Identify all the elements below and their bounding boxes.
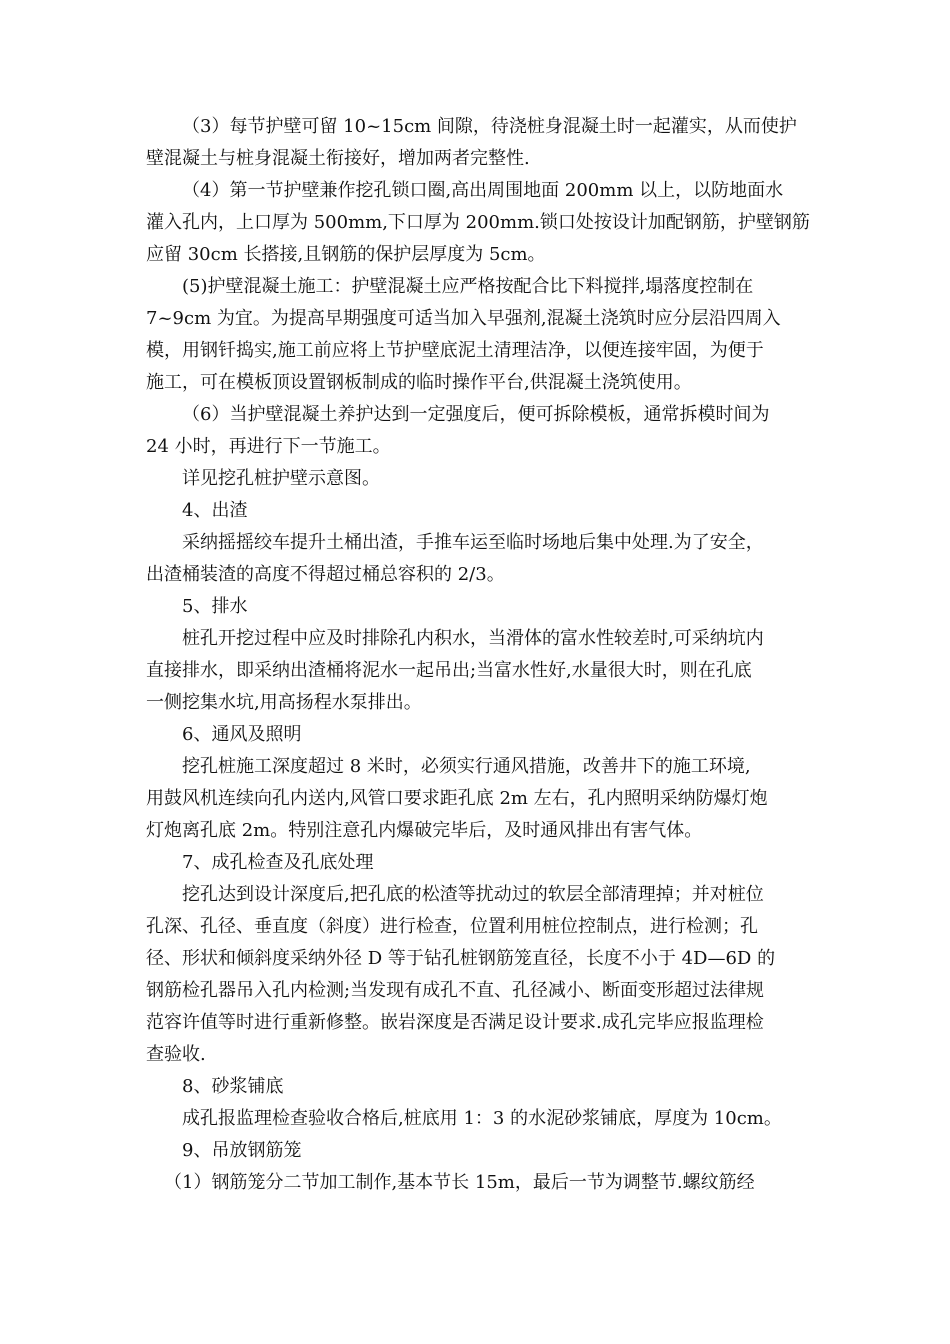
- text-line: 7、成孔检查及孔底处理: [182, 852, 374, 873]
- text-line: 7~9cm 为宜。为提高早期强度可适当加入早强剂,混凝土浇筑时应分层沿四周入: [146, 308, 781, 329]
- text-line: （6）当护壁混凝土养护达到一定强度后，便可拆除模板，通常拆模时间为: [182, 404, 770, 425]
- text-line: 详见挖孔桩护壁示意图。: [182, 468, 380, 489]
- text-line: 挖孔达到设计深度后,把孔底的松渣等扰动过的软层全部清理掉；并对桩位: [182, 884, 764, 905]
- text-line: （4）第一节护壁兼作挖孔锁口圈,高出周围地面 200mm 以上，以防地面水: [182, 180, 784, 201]
- document-body: [146, 111, 810, 1199]
- text-line: 径、形状和倾斜度采纳外径 D 等于钻孔桩钢筋笼直径，长度不小于 4D—6D 的: [146, 948, 776, 969]
- text-line: 采纳摇摇绞车提升土桶出渣，手推车运至临时场地后集中处理.为了安全，: [182, 532, 764, 553]
- text-line: 一侧挖集水坑,用高扬程水泵排出。: [146, 692, 422, 713]
- text-line: 8、砂浆铺底: [182, 1076, 284, 1097]
- text-line: 9、吊放钢筋笼: [182, 1140, 302, 1161]
- text-line: 24 小时，再进行下一节施工。: [146, 436, 391, 457]
- text-line: 用鼓风机连续向孔内送内,风管口要求距孔底 2m 左右，孔内照明采纳防爆灯炮: [146, 788, 768, 809]
- text-line: 施工，可在模板顶设置钢板制成的临时操作平台,供混凝土浇筑使用。: [146, 372, 692, 393]
- text-line: 成孔报监理检查验收合格后,桩底用 1：3 的水泥砂浆铺底，厚度为 10cm。: [182, 1108, 782, 1129]
- text-line: (5)护壁混凝土施工：护壁混凝土应严格按配合比下料搅拌,塌落度控制在: [182, 276, 754, 297]
- text-line: 应留 30cm 长搭接,且钢筋的保护层厚度为 5cm。: [146, 244, 546, 265]
- text-line: 出渣桶装渣的高度不得超过桶总容积的 2/3。: [146, 564, 505, 585]
- text-line: 壁混凝土与桩身混凝土衔接好，增加两者完整性.: [146, 148, 530, 169]
- text-line: 灯炮离孔底 2m。特别注意孔内爆破完毕后，及时通风排出有害气体。: [146, 820, 703, 841]
- text-line: 孔深、孔径、垂直度（斜度）进行检查，位置利用桩位控制点，进行检测；孔: [146, 916, 758, 937]
- text-line: 挖孔桩施工深度超过 8 米时，必须实行通风措施，改善井下的施工环境,: [182, 756, 751, 777]
- text-line: 4、出渣: [182, 500, 248, 521]
- text-line: 6、通风及照明: [182, 724, 302, 745]
- text-line: 范容许值等时进行重新修整。嵌岩深度是否满足设计要求.成孔完毕应报监理检: [146, 1012, 764, 1033]
- text-line: 直接排水，即采纳出渣桶将泥水一起吊出;当富水性好,水量很大时，则在孔底: [146, 660, 752, 681]
- text-line: （3）每节护壁可留 10~15cm 间隙，待浇桩身混凝土时一起灌实，从而使护: [182, 116, 797, 137]
- text-line: （1）钢筋笼分二节加工制作,基本节长 15m，最后一节为调整节.螺纹筋经: [164, 1172, 755, 1193]
- text-line: 桩孔开挖过程中应及时排除孔内积水，当滑体的富水性较差时,可采纳坑内: [182, 628, 764, 649]
- text-line: 灌入孔内，上口厚为 500mm,下口厚为 200mm.锁口处按设计加配钢筋，护壁钢筋: [146, 212, 810, 233]
- text-line: 5、排水: [182, 596, 248, 617]
- text-line: 钢筋检孔器吊入孔内检测;当发现有成孔不直、孔径减小、断面变形超过法律规: [146, 980, 765, 1001]
- text-line: 查验收.: [146, 1044, 206, 1065]
- text-line: 模，用钢钎捣实,施工前应将上节护壁底泥土清理洁净，以便连接牢固，为便于: [146, 340, 764, 361]
